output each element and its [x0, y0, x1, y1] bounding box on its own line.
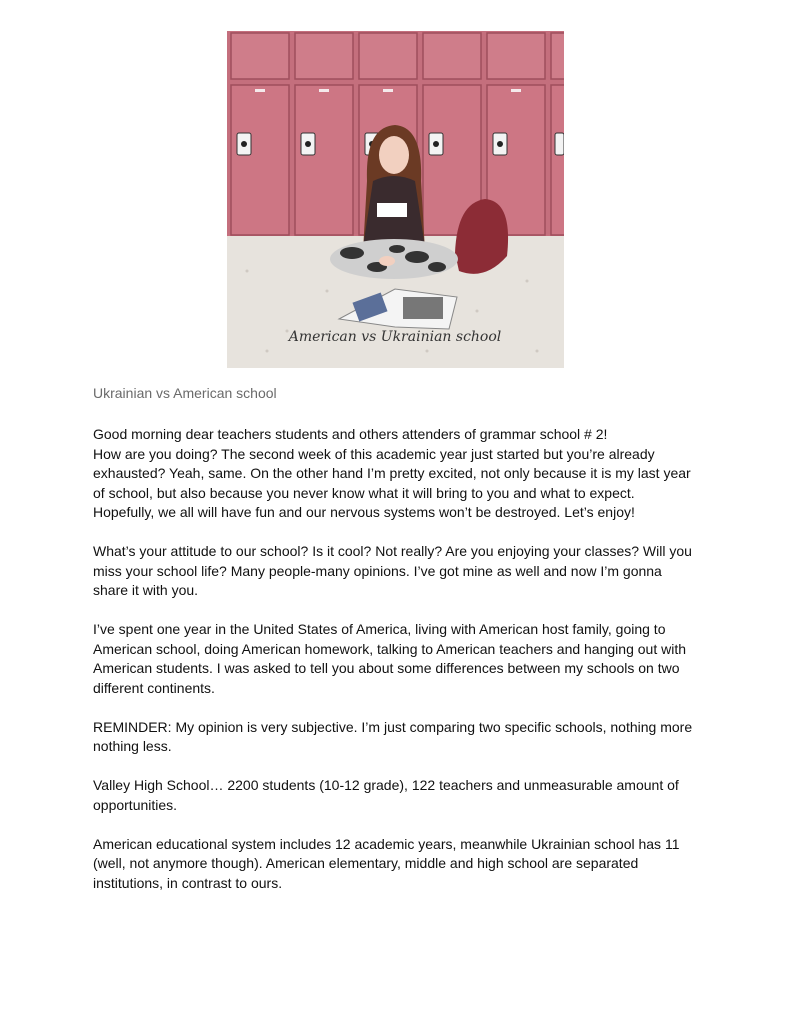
paragraph-greeting: Good morning dear teachers students and others attenders of grammar school # 2! How are you doing? The second week of this academic year just started but you’re already exhausted? Yeah, same. On the other hand I’m pretty excited, not only because it is my last year of school, but also because you never know what it will bring to you and what to expect. Hopefully, we all will have fun and our nervous systems won’t be destroyed. Let’s enjoy!: [93, 426, 691, 520]
paragraph-attitude: What’s your attitude to our school? Is it cool? Not really? Are you enjoying your classes? Will you miss your school life? Many people-many opinions. I’ve got mine as well and now I’m gonna share it with you.: [93, 543, 692, 598]
paragraph-reminder: REMINDER: My opinion is very subjective. I’m just comparing two specific schools, nothing more nothing less.: [93, 718, 693, 754]
photo-overlay-text: American vs Ukrainian school: [288, 329, 502, 345]
header-photo: [227, 31, 564, 368]
image-caption: Ukrainian vs American school: [93, 385, 277, 401]
article-body: [93, 425, 697, 913]
paragraph-experience: I’ve spent one year in the United States of America, living with American host family, going to American school, doing American homework, talking to American teachers and hanging out with American students. I was asked to tell you about some differences between my schools on two different continents.: [93, 621, 686, 696]
paragraph-valley-high: Valley High School… 2200 students (10-12 grade), 122 teachers and unmeasurable amount of opportunities.: [93, 777, 679, 813]
paragraph-educational-system: American educational system includes 12 academic years, meanwhile Ukrainian school has 11 (well, not anymore though). American elementary, middle and high school are separated institutions, in contrast to ours.: [93, 835, 680, 891]
